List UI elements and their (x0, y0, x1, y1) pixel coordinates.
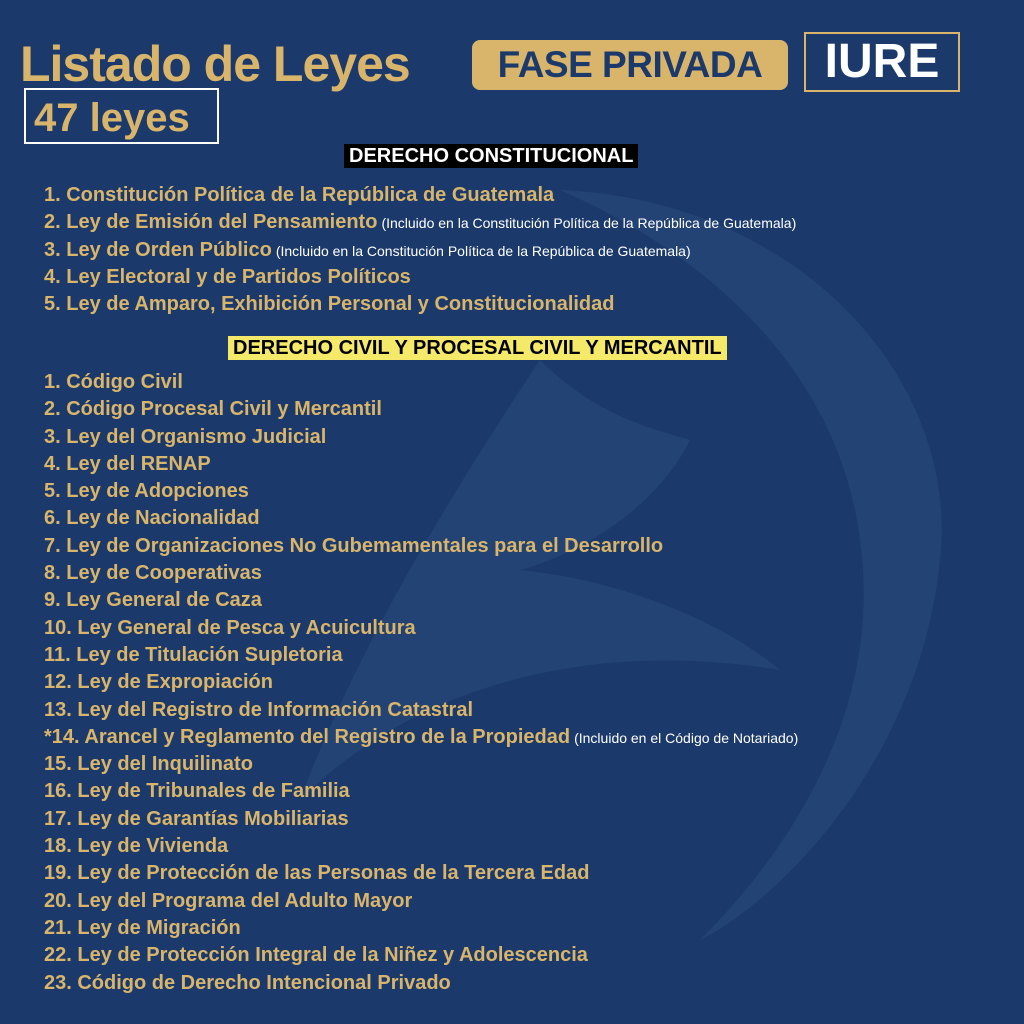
law-item (44, 778, 798, 805)
law-note: (Incluido en la Constitución Política de la República de Guatemala) (381, 215, 797, 232)
law-label: 23. Código de Derecho Intencional Privado (44, 971, 451, 994)
law-item (44, 806, 798, 833)
law-item (44, 505, 798, 532)
law-item (44, 451, 798, 478)
law-item (44, 915, 798, 942)
law-label: 13. Ley del Registro de Información Catastral (44, 698, 474, 721)
law-label: 16. Ley de Tribunales de Familia (44, 780, 350, 803)
civil-list (44, 369, 798, 997)
law-item (44, 291, 796, 318)
law-item (44, 209, 796, 236)
law-label: 11. Ley de Titulación Supletoria (44, 643, 343, 666)
law-item (44, 369, 798, 396)
law-label: 1. Constitución Política de la República de Guatemala (44, 184, 555, 206)
law-label: 7. Ley de Organizaciones No Gubemamentales para el Desarrollo (44, 534, 664, 557)
law-label: 17. Ley de Garantías Mobiliarias (44, 807, 349, 830)
law-item (44, 942, 798, 969)
law-item (44, 478, 798, 505)
law-item (44, 587, 798, 614)
law-item (44, 888, 798, 915)
law-label: 4. Ley del RENAP (44, 452, 211, 475)
section-heading-constitucional: DERECHO CONSTITUCIONAL (344, 144, 638, 168)
phase-badge: FASE PRIVADA (472, 40, 788, 90)
law-label: 2. Ley de Emisión del Pensamiento (44, 211, 378, 234)
law-item (44, 751, 798, 778)
law-label: 12. Ley de Expropiación (44, 671, 273, 694)
law-label: 6. Ley de Nacionalidad (44, 507, 260, 530)
section-heading-civil: DERECHO CIVIL Y PROCESAL CIVIL Y MERCANTIL (228, 336, 727, 360)
law-item (44, 833, 798, 860)
law-item (44, 860, 798, 887)
law-label: 22. Ley de Protección Integral de la Niñez y Adolescencia (44, 944, 588, 967)
law-item (44, 424, 798, 451)
law-label: 10. Ley General de Pesca y Acuicultura (44, 616, 416, 639)
law-label: 4. Ley Electoral y de Partidos Políticos (44, 265, 411, 288)
constitucional-list (44, 182, 796, 318)
law-label: 19. Ley de Protección de las Personas de la Tercera Edad (44, 862, 590, 885)
law-note: (Incluido en el Código de Notariado) (574, 729, 799, 746)
law-label: *14. Arancel y Reglamento del Registro de la Propiedad (44, 725, 571, 748)
brand-badge: IURE (804, 32, 960, 92)
law-label: 18. Ley de Vivienda (44, 835, 229, 858)
law-label: 5. Ley de Amparo, Exhibición Personal y Constitucionalidad (44, 293, 615, 316)
law-item (44, 560, 798, 587)
law-item (44, 396, 798, 423)
law-label: 2. Código Procesal Civil y Mercantil (44, 398, 382, 421)
law-item (44, 533, 798, 560)
law-label: 9. Ley General de Caza (44, 589, 262, 612)
page-title: Listado de Leyes (20, 36, 410, 92)
law-item (44, 970, 798, 997)
law-item (44, 642, 798, 669)
law-label: 20. Ley del Programa del Adulto Mayor (44, 889, 413, 912)
law-item (44, 237, 796, 264)
law-label: 8. Ley de Cooperativas (44, 562, 262, 585)
law-label: 15. Ley del Inquilinato (44, 753, 253, 776)
law-label: 5. Ley de Adopciones (44, 480, 249, 503)
law-item (44, 697, 798, 724)
law-label: 3. Ley del Organismo Judicial (44, 425, 327, 448)
law-note: (Incluido en la Constitución Política de la República de Guatemala) (275, 242, 691, 259)
law-item (44, 669, 798, 696)
law-item (44, 724, 798, 751)
law-item (44, 615, 798, 642)
law-count: 47 leyes (24, 88, 219, 144)
law-item (44, 182, 796, 209)
law-label: 1. Código Civil (44, 371, 183, 393)
law-label: 21. Ley de Migración (44, 916, 241, 939)
law-label: 3. Ley de Orden Público (44, 238, 272, 261)
law-item (44, 264, 796, 291)
